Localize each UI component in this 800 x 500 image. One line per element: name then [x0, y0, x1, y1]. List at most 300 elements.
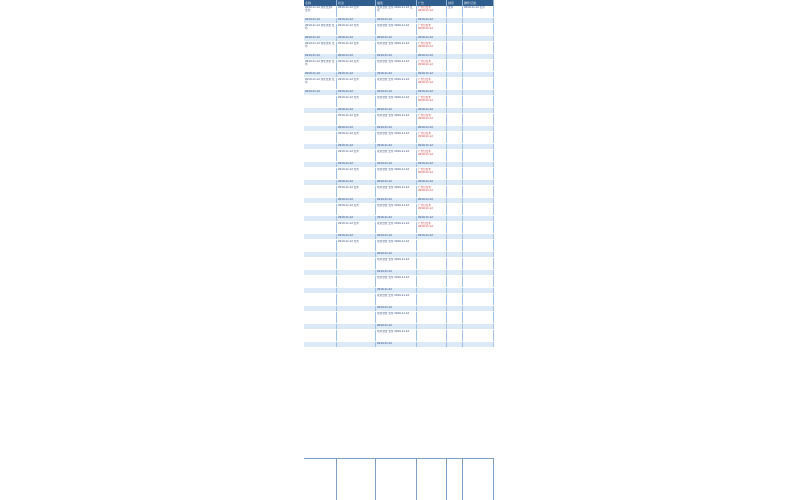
- table-cell[interactable]: [417, 36, 447, 41]
- cell-text: 欢迎登录 发布 2019.11.12: [377, 276, 410, 279]
- table-cell[interactable]: [463, 270, 494, 275]
- cell-text: 广告位发布 2019.11.12: [418, 96, 433, 102]
- table-cell[interactable]: [417, 150, 447, 161]
- table-cell[interactable]: [337, 72, 376, 77]
- table-cell[interactable]: [447, 180, 463, 185]
- table-cell[interactable]: [304, 6, 337, 17]
- table-cell[interactable]: [447, 108, 463, 113]
- table-cell[interactable]: [463, 240, 494, 251]
- table-cell[interactable]: [417, 162, 447, 167]
- table-cell[interactable]: [304, 90, 337, 95]
- table-cell[interactable]: [463, 222, 494, 233]
- table-cell[interactable]: [337, 204, 376, 215]
- table-cell[interactable]: [447, 330, 463, 341]
- table-cell[interactable]: [463, 330, 494, 341]
- table-cell[interactable]: [337, 222, 376, 233]
- table-cell[interactable]: [447, 342, 463, 347]
- table-cell[interactable]: [463, 36, 494, 41]
- table-cell[interactable]: [376, 324, 417, 329]
- table-cell[interactable]: [337, 252, 376, 257]
- table-cell[interactable]: [337, 258, 376, 269]
- table-cell[interactable]: [463, 144, 494, 149]
- cell-text: 2019.11.12: [305, 18, 320, 21]
- table-cell[interactable]: [304, 216, 337, 221]
- table-cell[interactable]: [337, 186, 376, 197]
- cell-text: 2019.11.12: [418, 90, 433, 93]
- cell-text: 2019.11.12 发布: [338, 204, 359, 207]
- table-cell[interactable]: [417, 186, 447, 197]
- table-cell[interactable]: [447, 234, 463, 239]
- table-cell[interactable]: [337, 342, 376, 347]
- table-cell[interactable]: [417, 18, 447, 23]
- cell-text: 2019.11.12: [377, 144, 392, 147]
- table-cell[interactable]: [447, 276, 463, 287]
- table-cell[interactable]: [417, 324, 447, 329]
- table-cell[interactable]: [376, 330, 417, 341]
- table-cell[interactable]: [337, 24, 376, 35]
- cell-text: 欢迎登录 发布 2019.11.12: [377, 150, 410, 153]
- table-cell[interactable]: [463, 132, 494, 143]
- table-cell[interactable]: [376, 60, 417, 71]
- table-cell[interactable]: [304, 288, 337, 293]
- cell-text: 欢迎登录 发布 2019.11.12: [377, 114, 410, 117]
- table-cell[interactable]: [304, 72, 337, 77]
- table-cell[interactable]: [463, 150, 494, 161]
- footer-cell: [447, 459, 463, 500]
- table-cell[interactable]: [463, 42, 494, 53]
- table-cell[interactable]: [447, 216, 463, 221]
- table-cell[interactable]: [337, 54, 376, 59]
- table-cell[interactable]: [304, 342, 337, 347]
- table-cell[interactable]: [337, 324, 376, 329]
- table-cell[interactable]: [447, 78, 463, 89]
- column-header[interactable]: 状态: [337, 0, 376, 6]
- table-cell[interactable]: [376, 252, 417, 257]
- cell-text: 2019.11.12: [338, 144, 353, 147]
- table-cell[interactable]: [447, 72, 463, 77]
- table-cell[interactable]: [417, 96, 447, 107]
- cell-text: 2019.11.12: [418, 198, 433, 201]
- cell-text: 2019.11.12 发布: [338, 78, 359, 81]
- table-cell[interactable]: [417, 72, 447, 77]
- table-cell[interactable]: [376, 240, 417, 251]
- table-cell[interactable]: [463, 24, 494, 35]
- table-cell[interactable]: [463, 306, 494, 311]
- table-cell[interactable]: [376, 90, 417, 95]
- table-row[interactable]: [304, 342, 494, 348]
- table-row[interactable]: [304, 168, 494, 180]
- column-header[interactable]: 广告: [417, 0, 447, 6]
- table-cell[interactable]: [376, 306, 417, 311]
- table-cell[interactable]: [463, 162, 494, 167]
- table-cell[interactable]: [304, 330, 337, 341]
- table-cell[interactable]: [304, 312, 337, 323]
- table-cell[interactable]: [304, 324, 337, 329]
- cell-text: 广告位发布 2019.11.12: [418, 114, 433, 120]
- table-cell[interactable]: [417, 234, 447, 239]
- cell-text: 2019.11.12: [377, 36, 392, 39]
- table-cell[interactable]: [447, 288, 463, 293]
- table-cell[interactable]: [447, 162, 463, 167]
- table-cell[interactable]: [337, 312, 376, 323]
- cell-text: 欢迎登录 发布 2019.11.12: [377, 312, 410, 315]
- table-cell[interactable]: [447, 312, 463, 323]
- table-cell[interactable]: [447, 18, 463, 23]
- table-cell[interactable]: [463, 342, 494, 347]
- table-cell[interactable]: [447, 150, 463, 161]
- table-cell[interactable]: [337, 306, 376, 311]
- table-cell[interactable]: [463, 294, 494, 305]
- table-cell[interactable]: [447, 186, 463, 197]
- cell-text: 2019.11.12: [338, 126, 353, 129]
- table-cell[interactable]: [417, 276, 447, 287]
- table-cell[interactable]: [304, 222, 337, 233]
- table-cell[interactable]: [463, 204, 494, 215]
- table-cell[interactable]: [376, 18, 417, 23]
- table-cell[interactable]: [337, 108, 376, 113]
- table-cell[interactable]: [417, 198, 447, 203]
- cell-text: 广告位发布 2019.11.12: [418, 186, 433, 192]
- table-cell[interactable]: [337, 240, 376, 251]
- table-cell[interactable]: [447, 144, 463, 149]
- table-cell[interactable]: [376, 162, 417, 167]
- table-cell[interactable]: [463, 258, 494, 269]
- table-cell[interactable]: [417, 144, 447, 149]
- cell-text: 欢迎登录 发布 2019.11.12: [377, 258, 410, 261]
- table-cell[interactable]: [304, 78, 337, 89]
- cell-text: 2019.11.12: [418, 18, 433, 21]
- table-cell[interactable]: [337, 216, 376, 221]
- table-cell[interactable]: [376, 24, 417, 35]
- table-cell[interactable]: [447, 168, 463, 179]
- table-cell[interactable]: [376, 114, 417, 125]
- table-cell[interactable]: [304, 96, 337, 107]
- column-header[interactable]: 排序: [447, 0, 463, 6]
- table-cell[interactable]: [463, 96, 494, 107]
- table-cell[interactable]: [304, 36, 337, 41]
- table-cell[interactable]: [463, 72, 494, 77]
- table-cell[interactable]: [447, 222, 463, 233]
- cell-text: 2019.11.12: [377, 72, 392, 75]
- table-cell[interactable]: [337, 18, 376, 23]
- cell-text: 欢迎登录 发布 2019.11.12: [377, 240, 410, 243]
- table-cell[interactable]: [337, 276, 376, 287]
- table-cell[interactable]: [417, 60, 447, 71]
- table-cell[interactable]: [417, 42, 447, 53]
- table-cell[interactable]: [337, 96, 376, 107]
- table-cell[interactable]: [463, 60, 494, 71]
- cell-text: 2019.11.12: [338, 198, 353, 201]
- table-cell[interactable]: [417, 114, 447, 125]
- table-row[interactable]: [304, 312, 494, 324]
- table-cell[interactable]: [463, 324, 494, 329]
- table-cell[interactable]: [337, 36, 376, 41]
- table-cell[interactable]: [337, 42, 376, 53]
- table-cell[interactable]: [447, 132, 463, 143]
- table-cell[interactable]: [304, 24, 337, 35]
- cell-text: 2019.11.12: [338, 90, 353, 93]
- table-cell[interactable]: [304, 18, 337, 23]
- table-row[interactable]: [304, 60, 494, 72]
- cell-text: 2019.11.12 发布: [338, 186, 359, 189]
- table-cell[interactable]: [447, 294, 463, 305]
- table-cell[interactable]: [376, 180, 417, 185]
- table-cell[interactable]: [337, 294, 376, 305]
- table-cell[interactable]: [304, 252, 337, 257]
- table-row[interactable]: [304, 78, 494, 90]
- table-cell[interactable]: [376, 150, 417, 161]
- table-row[interactable]: [304, 150, 494, 162]
- table-cell[interactable]: [447, 60, 463, 71]
- table-cell[interactable]: [304, 42, 337, 53]
- table-cell[interactable]: [304, 240, 337, 251]
- table-cell[interactable]: [447, 258, 463, 269]
- cell-text: 2019.11.12 欢迎登录 发布: [305, 78, 335, 84]
- table-cell[interactable]: [376, 6, 417, 17]
- table-row[interactable]: [304, 258, 494, 270]
- table-cell[interactable]: [304, 198, 337, 203]
- table-cell[interactable]: [376, 198, 417, 203]
- table-cell[interactable]: [417, 180, 447, 185]
- table-cell[interactable]: [417, 258, 447, 269]
- table-cell[interactable]: [463, 6, 494, 17]
- cell-text: 2019.11.12: [377, 108, 392, 111]
- cell-text: 2019.11.12: [305, 90, 320, 93]
- cell-text: 2019.11.12: [377, 126, 392, 129]
- table-cell[interactable]: [417, 90, 447, 95]
- table-cell[interactable]: [417, 342, 447, 347]
- table-cell[interactable]: [447, 90, 463, 95]
- table-cell[interactable]: [304, 186, 337, 197]
- table-cell[interactable]: [376, 342, 417, 347]
- spreadsheet-table: [304, 0, 494, 500]
- table-cell[interactable]: [376, 144, 417, 149]
- table-cell[interactable]: [417, 54, 447, 59]
- table-cell[interactable]: [447, 252, 463, 257]
- table-cell[interactable]: [304, 60, 337, 71]
- table-cell[interactable]: [417, 216, 447, 221]
- table-cell[interactable]: [304, 270, 337, 275]
- table-row[interactable]: [304, 42, 494, 54]
- table-cell[interactable]: [304, 132, 337, 143]
- table-cell[interactable]: [417, 108, 447, 113]
- table-cell[interactable]: [417, 24, 447, 35]
- table-cell[interactable]: [417, 240, 447, 251]
- table-cell[interactable]: [304, 126, 337, 131]
- table-row[interactable]: [304, 96, 494, 108]
- table-cell[interactable]: [447, 270, 463, 275]
- table-cell[interactable]: [417, 294, 447, 305]
- table-cell[interactable]: [337, 126, 376, 131]
- table-cell[interactable]: [463, 168, 494, 179]
- table-cell[interactable]: [376, 72, 417, 77]
- table-cell[interactable]: [417, 306, 447, 311]
- table-cell[interactable]: [447, 240, 463, 251]
- cell-text: 2019.11.12 发布: [338, 150, 359, 153]
- table-cell[interactable]: [447, 126, 463, 131]
- table-row[interactable]: [304, 204, 494, 216]
- table-cell[interactable]: [447, 36, 463, 41]
- cell-text: 2019.11.12: [338, 72, 353, 75]
- table-cell[interactable]: [417, 312, 447, 323]
- table-cell[interactable]: [304, 234, 337, 239]
- cell-text: 2019.11.12 发布: [338, 114, 359, 117]
- table-cell[interactable]: [304, 306, 337, 311]
- table-cell[interactable]: [447, 204, 463, 215]
- table-cell[interactable]: [447, 324, 463, 329]
- cell-text: 广告位发布 2019.11.12: [418, 78, 433, 84]
- column-header[interactable]: 操作记录: [463, 0, 494, 6]
- table-cell[interactable]: [304, 180, 337, 185]
- table-cell[interactable]: [376, 216, 417, 221]
- cell-text: 2019.11.12: [338, 36, 353, 39]
- table-cell[interactable]: [304, 162, 337, 167]
- table-cell[interactable]: [376, 78, 417, 89]
- table-cell[interactable]: [417, 288, 447, 293]
- table-cell[interactable]: [463, 276, 494, 287]
- table-cell[interactable]: [447, 96, 463, 107]
- table-row[interactable]: [304, 240, 494, 252]
- table-cell[interactable]: [463, 90, 494, 95]
- table-cell[interactable]: [463, 198, 494, 203]
- table-cell[interactable]: [463, 54, 494, 59]
- table-cell[interactable]: [304, 258, 337, 269]
- table-cell[interactable]: [463, 216, 494, 221]
- table-row[interactable]: [304, 132, 494, 144]
- table-cell[interactable]: [463, 126, 494, 131]
- table-cell[interactable]: [417, 168, 447, 179]
- table-cell[interactable]: [376, 36, 417, 41]
- table-cell[interactable]: [376, 204, 417, 215]
- cell-text: 2019.11.12 发布: [338, 96, 359, 99]
- table-cell[interactable]: [463, 252, 494, 257]
- table-cell[interactable]: [304, 276, 337, 287]
- table-cell[interactable]: [463, 180, 494, 185]
- table-cell[interactable]: [304, 144, 337, 149]
- column-header[interactable]: 描述: [376, 0, 417, 6]
- table-cell[interactable]: [337, 270, 376, 275]
- table-cell[interactable]: [376, 96, 417, 107]
- table-cell[interactable]: [463, 312, 494, 323]
- table-cell[interactable]: [376, 234, 417, 239]
- table-cell[interactable]: [447, 24, 463, 35]
- table-cell[interactable]: [337, 288, 376, 293]
- cell-text: 2019.11.12: [418, 126, 433, 129]
- table-cell[interactable]: [417, 132, 447, 143]
- table-cell[interactable]: [304, 114, 337, 125]
- cell-text: 广告位发布 2019.11.12: [418, 6, 433, 12]
- table-cell[interactable]: [337, 168, 376, 179]
- table-row[interactable]: [304, 294, 494, 306]
- table-cell[interactable]: [463, 18, 494, 23]
- table-cell[interactable]: [463, 114, 494, 125]
- cell-text: 欢迎登录 发布 2019.11.12: [377, 24, 410, 27]
- table-cell[interactable]: [337, 78, 376, 89]
- table-cell[interactable]: [463, 234, 494, 239]
- table-cell[interactable]: [376, 108, 417, 113]
- table-cell[interactable]: [337, 234, 376, 239]
- table-cell[interactable]: [304, 150, 337, 161]
- table-cell[interactable]: [337, 132, 376, 143]
- table-cell[interactable]: [304, 294, 337, 305]
- table-cell[interactable]: [417, 204, 447, 215]
- table-cell[interactable]: [463, 288, 494, 293]
- table-row[interactable]: [304, 186, 494, 198]
- table-cell[interactable]: [376, 276, 417, 287]
- table-cell[interactable]: [337, 198, 376, 203]
- table-cell[interactable]: [337, 144, 376, 149]
- table-cell[interactable]: [376, 270, 417, 275]
- table-cell[interactable]: [463, 108, 494, 113]
- column-header[interactable]: 名称: [304, 0, 337, 6]
- cell-text: 2019.11.12 发布: [338, 222, 359, 225]
- table-cell[interactable]: [417, 78, 447, 89]
- table-cell[interactable]: [417, 330, 447, 341]
- table-cell[interactable]: [376, 288, 417, 293]
- table-cell[interactable]: [447, 114, 463, 125]
- table-cell[interactable]: [337, 60, 376, 71]
- table-cell[interactable]: [447, 306, 463, 311]
- table-cell[interactable]: [337, 180, 376, 185]
- cell-text: 广告位发布 2019.11.12: [418, 222, 433, 228]
- table-cell[interactable]: [417, 222, 447, 233]
- table-cell[interactable]: [447, 54, 463, 59]
- table-cell[interactable]: [337, 150, 376, 161]
- cell-text: 欢迎登录 发布 2019.11.12: [377, 78, 410, 81]
- cell-text: 2019.11.12 欢迎登录 发布: [305, 24, 335, 30]
- table-row[interactable]: [304, 330, 494, 342]
- table-cell[interactable]: [376, 186, 417, 197]
- table-cell[interactable]: [376, 54, 417, 59]
- table-cell[interactable]: [463, 78, 494, 89]
- table-cell[interactable]: [376, 168, 417, 179]
- table-cell[interactable]: [376, 132, 417, 143]
- table-cell[interactable]: [376, 294, 417, 305]
- table-row[interactable]: [304, 114, 494, 126]
- table-row[interactable]: [304, 6, 494, 18]
- cell-text: 2019.11.12 发布: [338, 240, 359, 243]
- table-cell[interactable]: [304, 108, 337, 113]
- table-cell[interactable]: [447, 42, 463, 53]
- table-cell[interactable]: [417, 126, 447, 131]
- table-cell[interactable]: [337, 90, 376, 95]
- table-cell[interactable]: [447, 198, 463, 203]
- table-cell[interactable]: [417, 6, 447, 17]
- table-cell[interactable]: [376, 126, 417, 131]
- table-row[interactable]: [304, 222, 494, 234]
- table-cell[interactable]: [337, 6, 376, 17]
- table-cell[interactable]: [463, 186, 494, 197]
- table-cell[interactable]: [337, 330, 376, 341]
- cell-text: 2019.11.12 发布: [338, 24, 359, 27]
- table-cell[interactable]: [304, 204, 337, 215]
- table-row[interactable]: [304, 24, 494, 36]
- table-cell[interactable]: [417, 252, 447, 257]
- table-cell[interactable]: [376, 222, 417, 233]
- table-cell[interactable]: [337, 162, 376, 167]
- table-footer-grid: [304, 458, 494, 500]
- table-cell[interactable]: [376, 312, 417, 323]
- table-cell[interactable]: [304, 168, 337, 179]
- table-row[interactable]: [304, 276, 494, 288]
- table-cell[interactable]: [376, 42, 417, 53]
- table-cell[interactable]: [417, 270, 447, 275]
- cell-text: 欢迎登录 发布 2019.11.12: [377, 168, 410, 171]
- table-cell[interactable]: [304, 54, 337, 59]
- table-cell[interactable]: [376, 258, 417, 269]
- table-cell[interactable]: [447, 6, 463, 17]
- table-cell[interactable]: [337, 114, 376, 125]
